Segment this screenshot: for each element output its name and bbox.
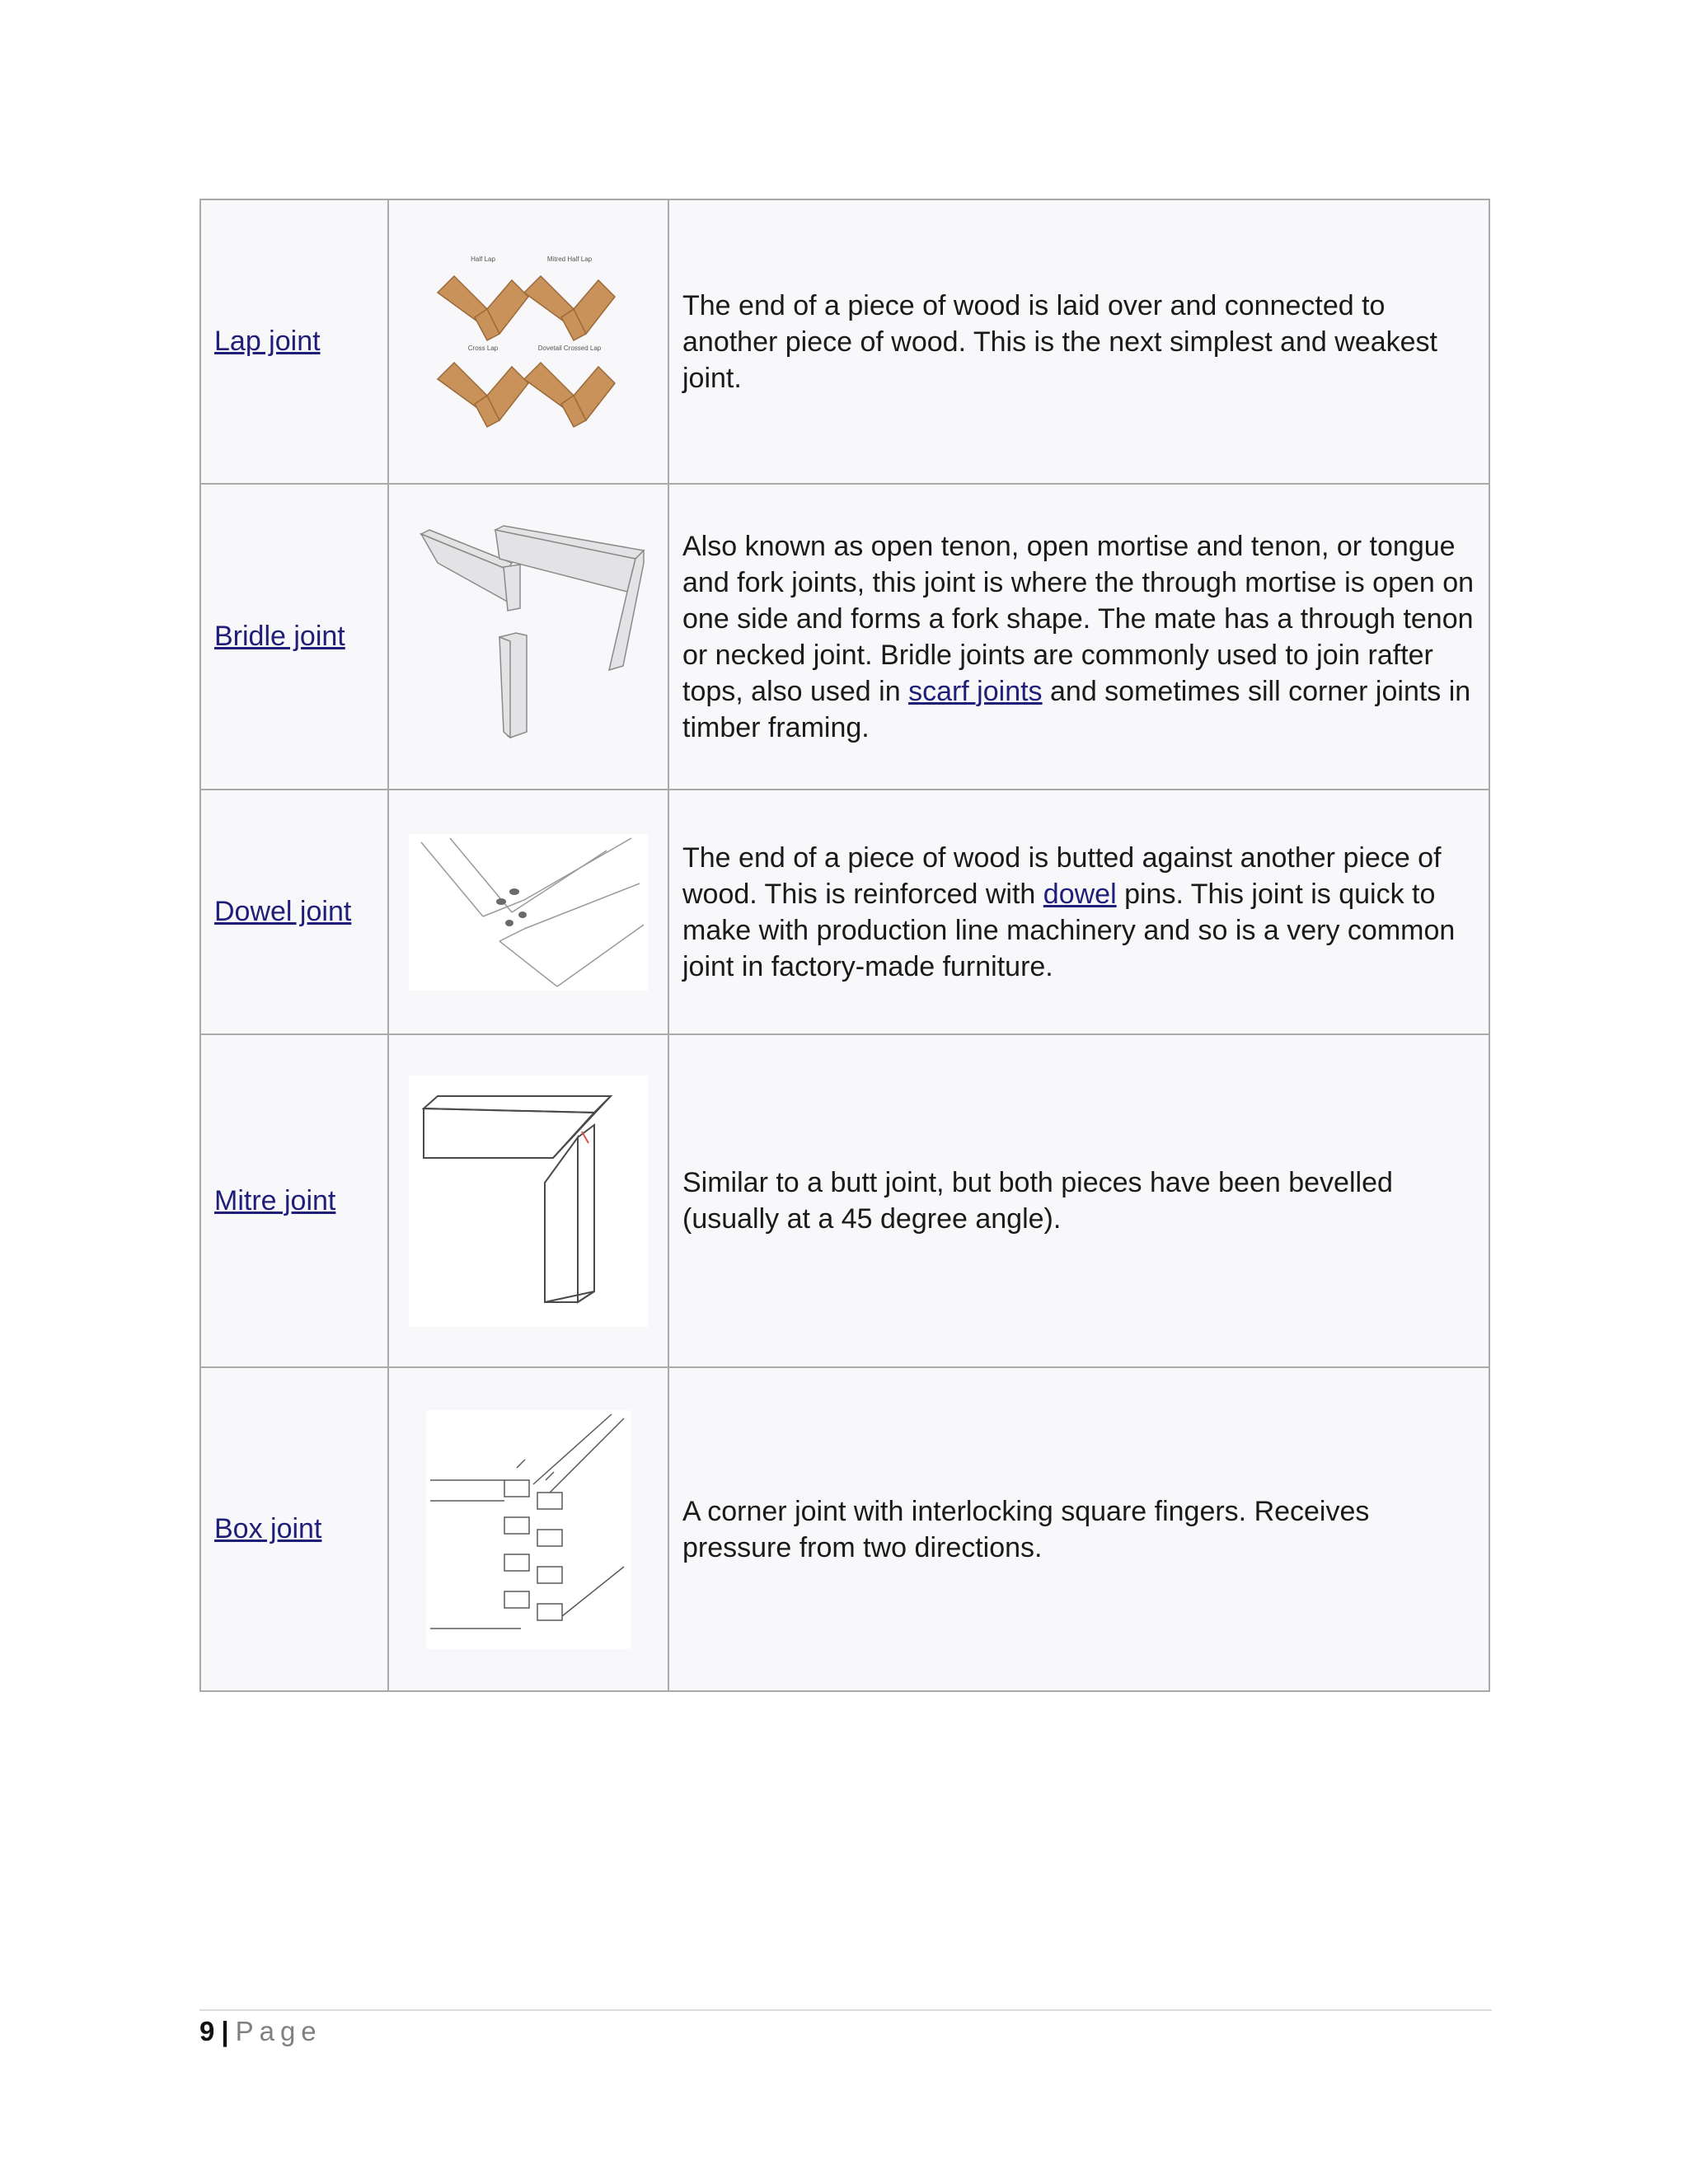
page-number: 9: [199, 2016, 215, 2046]
lap-joint-illustration-icon: [405, 235, 652, 449]
scarf-joints-link[interactable]: scarf joints: [908, 675, 1043, 707]
box-joint-illustration-icon: [426, 1410, 631, 1649]
joint-name-cell: [200, 484, 388, 790]
joint-description: The end of a piece of wood is laid over and connected to another piece of wood. This is the next simplest and weakest joint.: [682, 289, 1437, 394]
bridle-joint-illustration-icon: [405, 513, 652, 761]
table-row: [200, 1367, 1489, 1691]
lap-variant-label: Half Lap: [471, 255, 495, 263]
dowel-link[interactable]: dowel: [1043, 878, 1117, 910]
joint-name-cell: [200, 1034, 388, 1367]
joint-image-cell: [388, 1367, 668, 1691]
joint-description: A corner joint with interlocking square fingers. Receives pressure from two directions.: [682, 1495, 1370, 1563]
table-row: [200, 484, 1489, 790]
page-label: Page: [235, 2016, 322, 2046]
joint-description: Similar to a butt joint, but both pieces have been bevelled (usually at a 45 degree angle).: [682, 1167, 1393, 1235]
joint-image-cell: [388, 1034, 668, 1367]
joints-table: [199, 199, 1490, 1692]
joint-image-cell: [388, 790, 668, 1034]
mitre-joint-illustration-icon: [409, 1076, 648, 1327]
joint-description-cell: [668, 1034, 1489, 1367]
table-row: [200, 199, 1489, 484]
box-joint-link[interactable]: Box joint: [214, 1513, 322, 1544]
joint-name-cell: [200, 790, 388, 1034]
joint-description-cell: [668, 790, 1489, 1034]
dowel-joint-link[interactable]: Dowel joint: [214, 896, 352, 927]
table-row: [200, 1034, 1489, 1367]
page-footer: [199, 2016, 322, 2047]
joint-name-cell: [200, 199, 388, 484]
lap-variant-label: Cross Lap: [467, 344, 499, 352]
lap-joint-link[interactable]: Lap joint: [214, 326, 321, 357]
joint-description-part: Also known as open tenon, open mortise and tenon, or tongue and fork joints, this joint is where the through mortise is open on one side and forms a fork shape. The mate has a through tenon or necked joint. Bridle joints are commonly used to join rafter tops, also used in: [682, 530, 1475, 707]
joint-description-cell: [668, 199, 1489, 484]
footer-separator: |: [221, 2016, 229, 2046]
mitre-joint-link[interactable]: Mitre joint: [214, 1184, 336, 1216]
lap-variant-label: Mitred Half Lap: [546, 255, 593, 263]
table-row: [200, 790, 1489, 1034]
joint-description-cell: [668, 1367, 1489, 1691]
joint-description-part: and sometimes sill corner joints in timber framing.: [682, 675, 1471, 743]
joint-image-cell: [388, 484, 668, 790]
dowel-joint-illustration-icon: [409, 834, 648, 991]
bridle-joint-link[interactable]: Bridle joint: [214, 621, 345, 652]
footer-divider: [199, 2009, 1492, 2011]
lap-variant-label: Dovetail Crossed Lap: [537, 344, 602, 352]
joint-description-part: The end of a piece of wood is butted against another piece of wood. This is reinforced with: [682, 841, 1442, 910]
joint-description-cell: [668, 484, 1489, 790]
joint-description-part: pins. This joint is quick to make with production line machinery and so is a very common joint in factory-made furniture.: [682, 878, 1456, 982]
joint-image-cell: [388, 199, 668, 484]
joint-name-cell: [200, 1367, 388, 1691]
